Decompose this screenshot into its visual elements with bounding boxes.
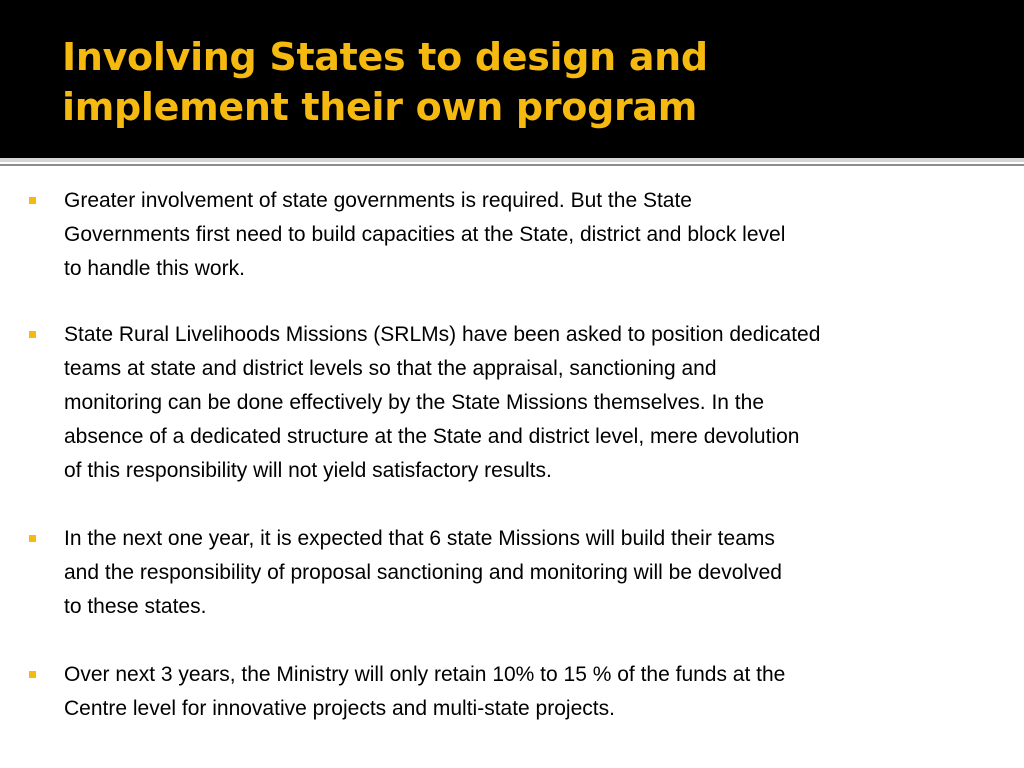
bullet-2-line-3: monitoring can be done effectively by the State Missions themselves. In the [64,391,764,414]
bullet-4-line-2: Centre level for innovative projects and multi-state projects. [64,697,615,720]
bullet-2-line-2: teams at state and district levels so that the appraisal, sanctioning and [64,357,717,380]
slide-title-line-2: implement their own program [62,85,698,129]
bullet-text-3 [64,522,1009,624]
bullet-2-line-1: State Rural Livelihoods Missions (SRLMs) have been asked to position dedicated [64,323,821,346]
bullet-text-2 [64,318,1009,488]
square-bullet-icon [29,535,36,542]
bullet-text-4 [64,658,1009,726]
square-bullet-icon [29,671,36,678]
slide-body [0,166,1024,768]
bullet-3-line-2: and the responsibility of proposal sanctioning and monitoring will be devolved [64,561,782,584]
title-band [0,0,1024,158]
slide-title-line-1: Involving States to design and [62,35,708,79]
square-bullet-icon [29,197,36,204]
bullet-text-1 [64,184,1009,286]
bullet-1-line-1: Greater involvement of state governments is required. But the State [64,189,692,212]
square-bullet-icon [29,331,36,338]
slide-title [62,32,1002,132]
bullet-4-line-1: Over next 3 years, the Ministry will only retain 10% to 15 % of the funds at the [64,663,786,686]
bullet-2-line-5: of this responsibility will not yield satisfactory results. [64,459,552,482]
bullet-1-line-3: to handle this work. [64,257,245,280]
bullet-3-line-3: to these states. [64,595,207,618]
bullet-1-line-2: Governments first need to build capacities at the State, district and block level [64,223,786,246]
bullet-2-line-4: absence of a dedicated structure at the State and district level, mere devolution [64,425,800,448]
bullet-3-line-1: In the next one year, it is expected that 6 state Missions will build their teams [64,527,775,550]
